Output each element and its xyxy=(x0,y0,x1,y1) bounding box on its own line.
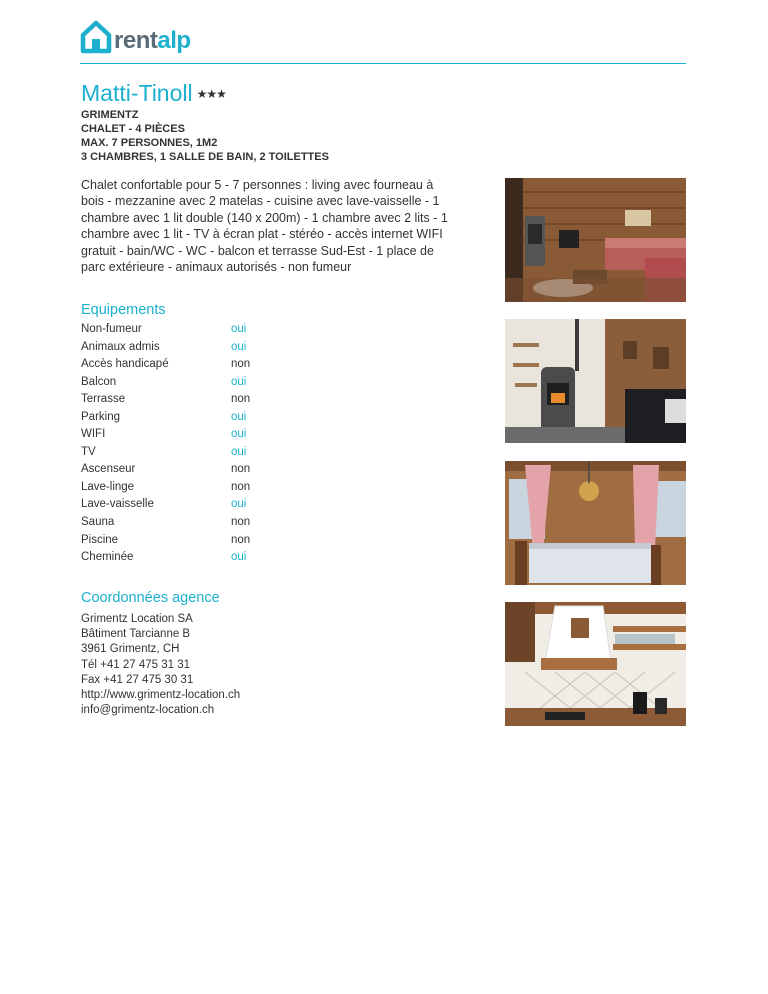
equip-row xyxy=(81,479,321,497)
agence-website[interactable]: http://www.grimentz-location.ch xyxy=(81,689,241,702)
agence-fax: Fax +41 27 475 30 31 xyxy=(81,673,194,686)
equip-row xyxy=(81,339,321,357)
listing-name: Matti-Tinoll xyxy=(81,80,193,106)
listing-rooms: 3 CHAMBRES, 1 SALLE DE BAIN, 2 TOILETTES xyxy=(81,151,329,163)
equip-value: oui xyxy=(231,445,247,458)
equip-label: Sauna xyxy=(81,516,115,529)
equip-value: oui xyxy=(231,375,247,388)
listing-type: CHALET - 4 PIÈCES xyxy=(81,123,185,135)
equip-label: Lave-linge xyxy=(81,480,135,493)
star-rating: ★★★ xyxy=(196,87,226,101)
equip-label: Accès handicapé xyxy=(81,358,169,371)
equip-label: WIFI xyxy=(81,428,106,441)
equip-row xyxy=(81,391,321,409)
rentalp-logo[interactable] xyxy=(80,20,191,54)
equip-value: non xyxy=(231,533,251,546)
agence-name: Grimentz Location SA xyxy=(81,613,193,625)
equip-label: TV xyxy=(81,445,96,458)
photo-dining-room xyxy=(505,461,686,585)
agence-building: Bâtiment Tarcianne B xyxy=(81,628,191,641)
agence-contact xyxy=(81,612,240,718)
agence-heading: Coordonnées agence xyxy=(81,590,220,606)
listing-description: Chalet confortable pour 5 - 7 personnes : living avec fourneau à bois - mezzanine avec 2 matelas - cuisine avec lave-vaisselle - 1 chambre avec 1 lit double (140 x 200m) - 1 chambre avec 2 lits - 1 chambre avec 1 lit - TV à écran plat - stéréo - accès internet WIFI gratuit - bain/WC - WC - balcon et terrasse Sud-Est - 1 place de parc extérieure - animaux autorisés - non fumeur xyxy=(81,178,448,275)
equip-row xyxy=(81,356,321,374)
equip-label: Animaux admis xyxy=(81,340,160,353)
equip-value: oui xyxy=(231,410,247,423)
equip-row xyxy=(81,461,321,479)
equip-label: Cheminée xyxy=(81,551,134,564)
brand-part-alp: alp xyxy=(157,27,191,54)
equip-value: oui xyxy=(231,428,247,441)
agence-tel: Tél +41 27 475 31 31 xyxy=(81,658,191,671)
photo-kitchen xyxy=(505,602,686,726)
equip-label: Lave-vaisselle xyxy=(81,498,154,511)
equip-label: Non-fumeur xyxy=(81,323,142,335)
equip-row xyxy=(81,321,321,339)
header-divider xyxy=(80,63,686,64)
equip-row xyxy=(81,409,321,427)
equip-value: non xyxy=(231,393,251,406)
photo-living-room xyxy=(505,178,686,302)
equip-value: oui xyxy=(231,323,247,335)
house-logo-icon xyxy=(80,20,112,54)
equip-label: Balcon xyxy=(81,375,117,388)
equip-value: non xyxy=(231,358,251,371)
equip-row xyxy=(81,549,321,567)
equip-row xyxy=(81,532,321,550)
equip-row xyxy=(81,374,321,392)
agence-email[interactable]: info@grimentz-location.ch xyxy=(81,704,215,717)
equipements-heading: Equipements xyxy=(81,302,166,318)
equip-label: Ascenseur xyxy=(81,463,136,476)
equip-label: Terrasse xyxy=(81,393,126,406)
listing-title xyxy=(81,80,226,107)
equip-value: non xyxy=(231,480,251,493)
equip-value: oui xyxy=(231,551,247,564)
equip-label: Parking xyxy=(81,410,120,423)
brand-part-rent: rent xyxy=(114,27,158,54)
equip-row xyxy=(81,444,321,462)
equip-value: non xyxy=(231,516,251,529)
listing-specs xyxy=(81,108,329,164)
photo-wood-stove xyxy=(505,319,686,443)
equip-value: non xyxy=(231,463,251,476)
listing-capacity: MAX. 7 PERSONNES, 1M2 xyxy=(81,137,218,149)
equip-row xyxy=(81,426,321,444)
listing-location: GRIMENTZ xyxy=(81,109,139,121)
equip-label: Piscine xyxy=(81,533,119,546)
brand-name xyxy=(114,28,191,54)
equip-row xyxy=(81,514,321,532)
equipements-list xyxy=(81,321,321,567)
equip-value: oui xyxy=(231,340,247,353)
agence-city: 3961 Grimentz, CH xyxy=(81,643,180,656)
equip-row xyxy=(81,496,321,514)
equip-value: oui xyxy=(231,498,247,511)
